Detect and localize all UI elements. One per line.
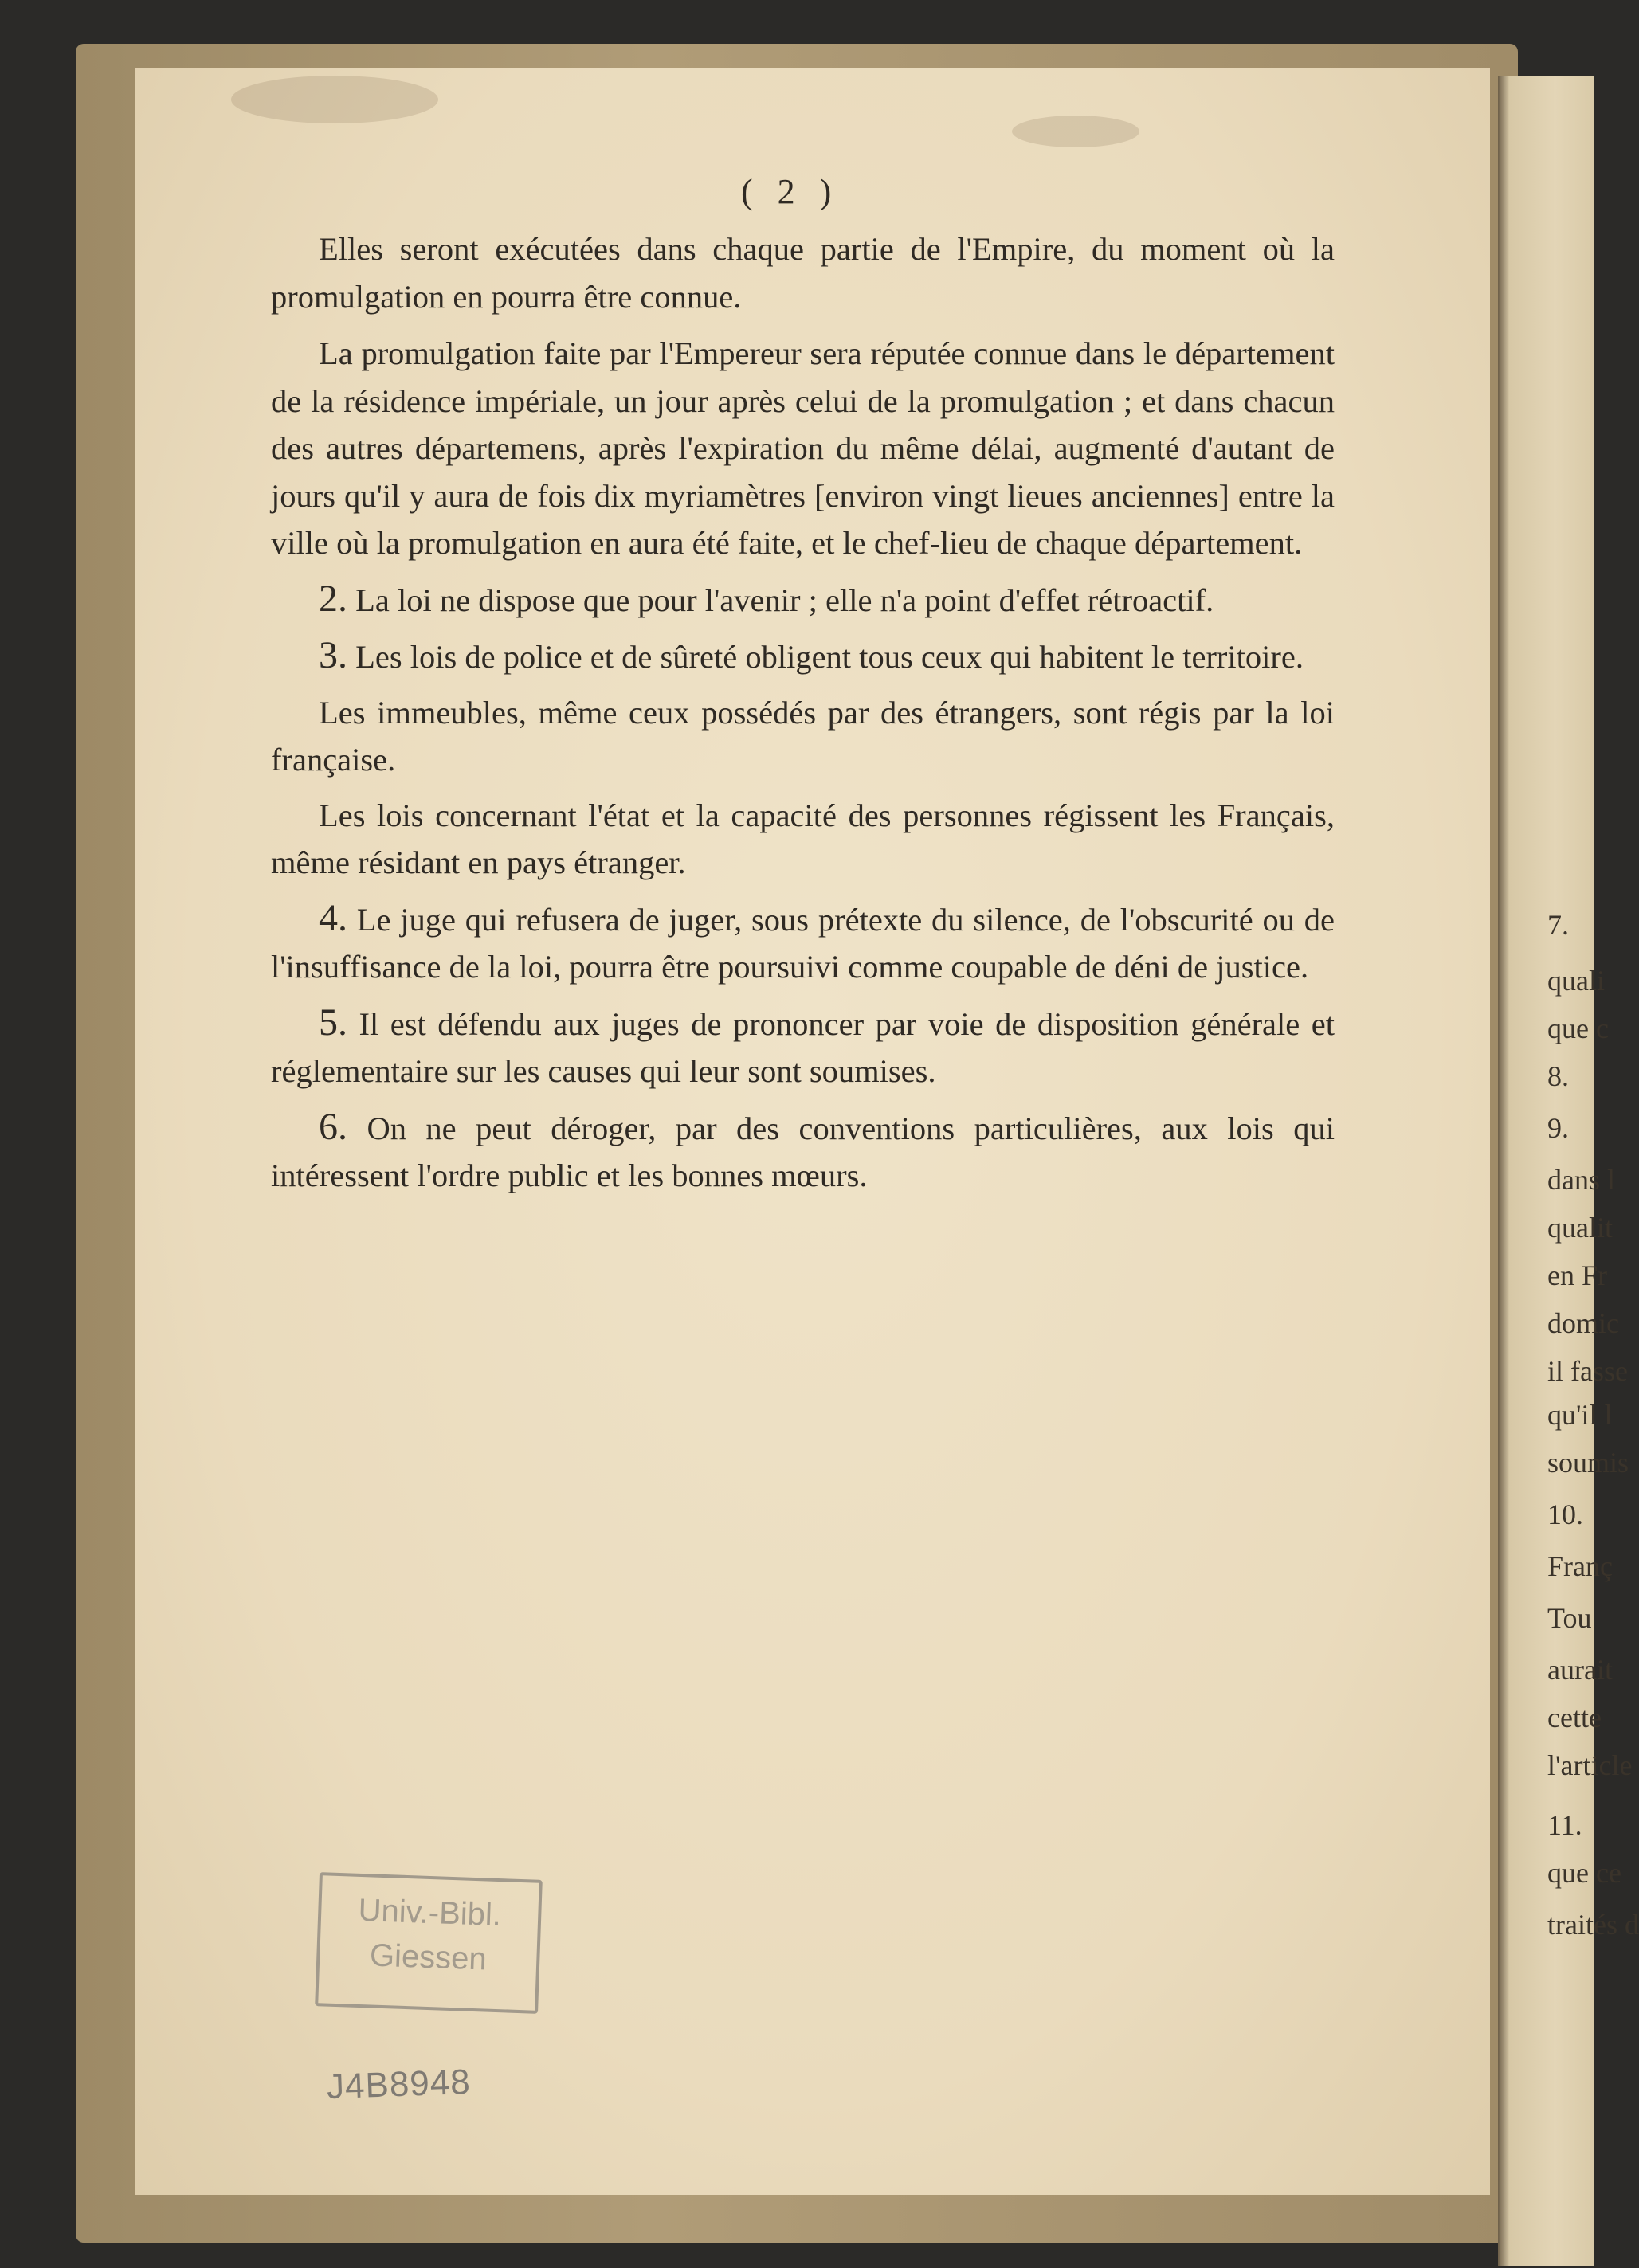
library-stamp [315,1872,543,2014]
facing-page-fragment: Tou [1547,1602,1592,1634]
stain [231,76,438,123]
facing-page-fragment: aurait [1547,1654,1613,1686]
article-3: 3. Les lois de police et de sûreté obligent tous ceux qui habitent le territoire. [319,634,1304,676]
facing-page-fragment: traités d [1547,1909,1639,1941]
document-body [271,171,1335,1208]
stain [1012,116,1139,147]
facing-page-fragment: 8. [1547,1060,1569,1092]
article-4: 4. Le juge qui refusera de juger, sous prétexte du silence, de l'obscurité ou de l'insuffisance de la loi, pourra être poursuivi comme coupable de déni de justice. [271,896,1335,985]
facing-page-fragment: que ce [1547,1857,1621,1889]
paragraph-2: La promulgation faite par l'Empereur sera réputée connue dans le département de la résidence impériale, un jour après celui de la promulgation ; et dans chacun des autres départemens, après l'expiration du même délai, augmenté d'autant de jours qu'il y aura de fois dix myriamètres [environ vingt lieues anciennes] entre la ville où la promulgation en aura été faite, et le chef-lieu de chaque département. [271,335,1335,561]
facing-page-fragment: dans l [1547,1164,1615,1196]
article-3-paragraph-3: Les lois concernant l'état et la capacité des personnes régissent les Français, même résidant en pays étranger. [271,797,1335,880]
article-5: 5. Il est défendu aux juges de prononcer par voie de disposition générale et réglementaire sur les causes qui leur sont soumises. [271,1001,1335,1089]
facing-page-fragment: il fasse [1547,1355,1628,1387]
call-number: J4B8948 [326,2062,472,2107]
stamp-line-2: Giessen [369,1937,488,1977]
facing-page-fragment: 10. [1547,1498,1583,1530]
facing-page-fragment: 7. [1547,909,1569,941]
facing-page-fragment: domic [1547,1307,1619,1339]
facing-page-fragment: quali [1547,965,1605,997]
facing-page-fragment: qu'il l [1547,1399,1613,1431]
facing-page-fragment: soumis [1547,1447,1629,1479]
facing-page-fragment: l'article [1547,1749,1633,1781]
facing-page-fragment: que c [1547,1013,1609,1044]
facing-page-fragment: Franç [1547,1550,1613,1582]
facing-page-fragment: cette [1547,1702,1602,1733]
facing-page-fragment: qualit [1547,1212,1613,1244]
page-number: ( 2 ) [741,172,840,211]
facing-page-fragment: 11. [1547,1809,1582,1841]
article-6: 6. On ne peut déroger, par des conventions particulières, aux lois qui intéressent l'ordre public et les bonnes mœurs. [271,1105,1335,1193]
article-3-paragraph-2: Les immeubles, même ceux possédés par des étrangers, sont régis par la loi française. [271,694,1335,778]
article-2: 2. La loi ne dispose que pour l'avenir ; elle n'a point d'effet rétroactif. [319,577,1214,620]
facing-page-fragment: 9. [1547,1112,1569,1144]
stamp-line-1: Univ.-Bibl. [357,1892,502,1933]
facing-page-edge [1498,76,1639,2266]
facing-page-fragment: en Fr [1547,1259,1607,1291]
paragraph-1: Elles seront exécutées dans chaque partie de l'Empire, du moment où la promulgation en pourra être connue. [271,231,1335,315]
